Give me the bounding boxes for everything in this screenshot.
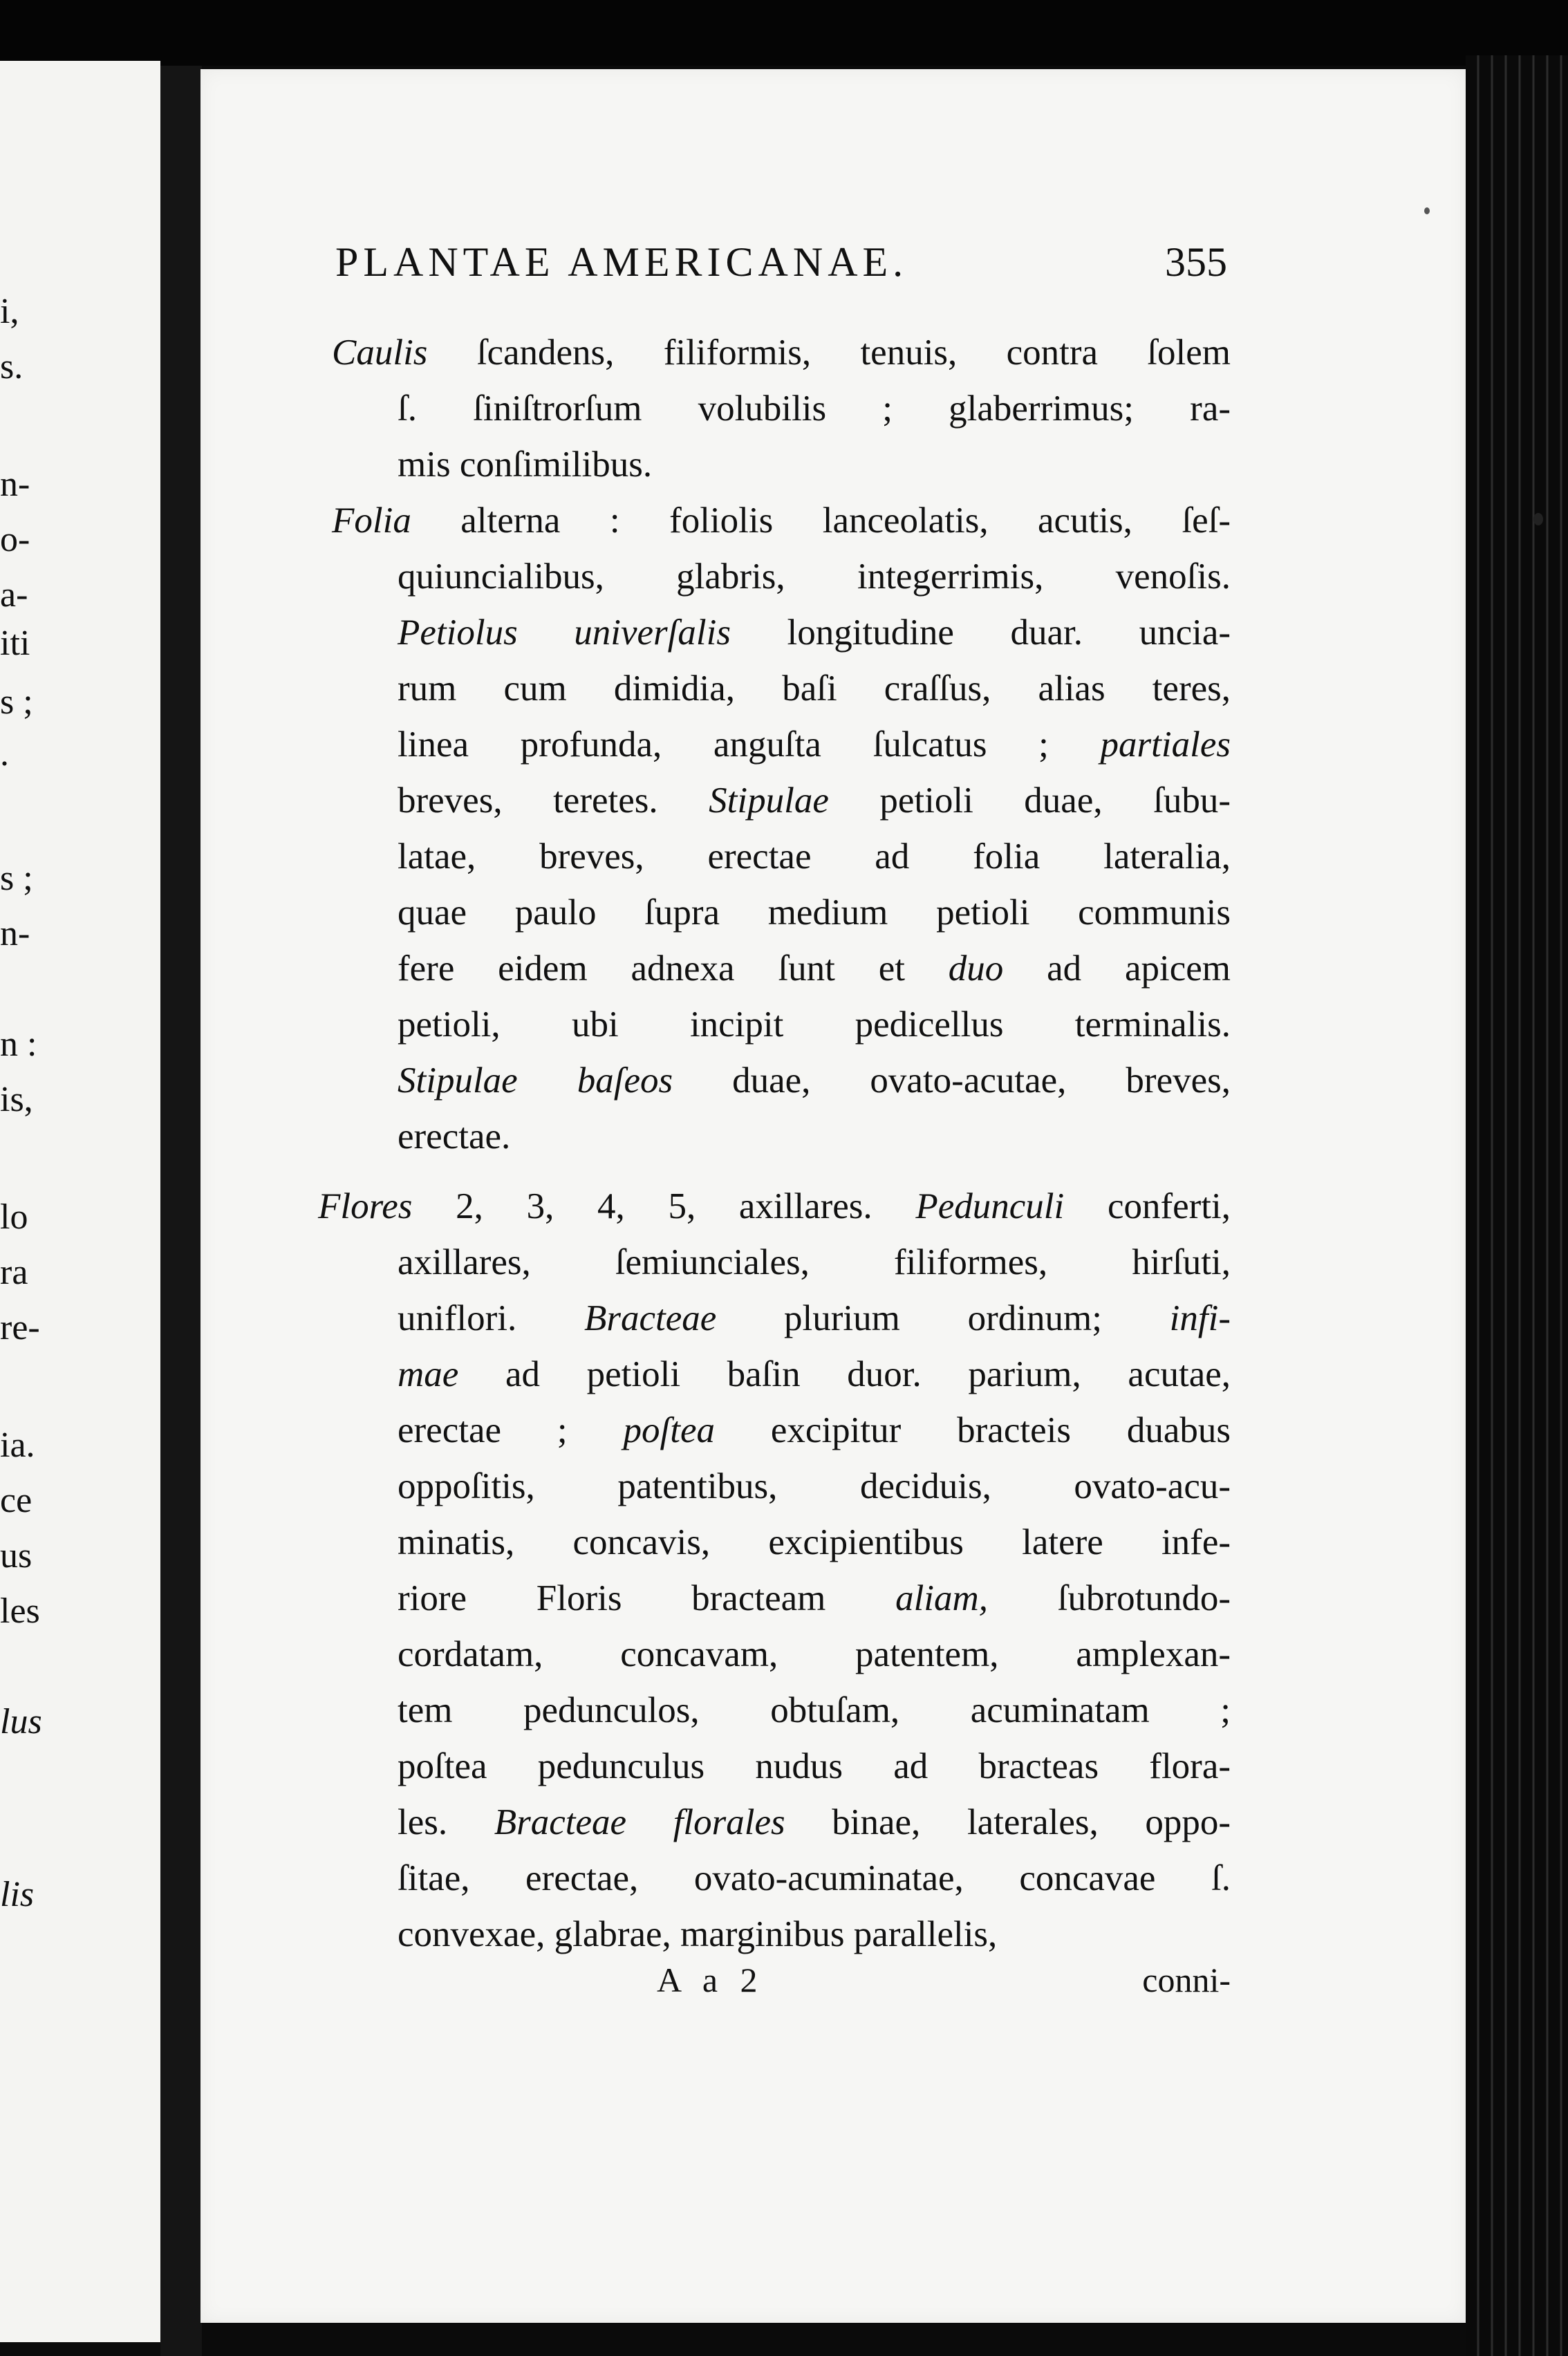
prev-page-fragment: n- [0,465,30,504]
text-line [332,605,1231,661]
italic-term: duo [948,948,1004,989]
italic-term: Folia [332,501,411,541]
text-run: 2, 3, 4, 5, axillares. [412,1186,916,1226]
text-line [332,1235,1231,1291]
prev-page-fragment: lo [0,1197,28,1237]
italic-term: partiales [1100,724,1231,765]
text-run: minatis, concavis, excipientibus latere infe- [398,1522,1231,1562]
text-run: breves, teretes. [398,780,709,821]
prev-page-fragment: o- [0,520,30,559]
italic-term: Stipulae baſeos [398,1060,673,1101]
italic-term: Caulis [332,333,428,373]
text-run: binae, laterales, oppo- [785,1802,1231,1842]
text-run: ad petioli baſin duor. parium, acutae, [458,1354,1231,1394]
ink-speck [1533,513,1543,525]
prev-page-fragment: s. [0,347,24,386]
italic-term: aliam, [895,1578,989,1618]
signature-mark: A a 2 [657,1961,765,1999]
italic-term: Flores [318,1186,413,1226]
prev-page-fragment: ra [0,1253,28,1292]
text-run: quiuncialibus, glabris, integerrimis, venoſis. [398,557,1231,597]
prev-page-fragment: iti [0,624,30,663]
italic-term: Pedunculi [915,1186,1065,1226]
prev-page-fragment: a- [0,575,28,615]
italic-term: Bracteae [584,1298,717,1338]
prev-page-fragment: s ; [0,859,33,898]
text-run: ad apicem [1003,948,1231,989]
text-line [332,1683,1231,1739]
text-line [332,1795,1231,1851]
text-line [332,1907,1231,1963]
text-run: ſitae, erectae, ovato-acuminatae, concavae ſ. [398,1858,1231,1898]
text-run: riore Floris bracteam [398,1578,896,1618]
book-gutter [160,66,202,2356]
prev-page-fragment: i, [0,292,19,331]
text-line [332,381,1231,437]
prev-page-fragment: re- [0,1308,40,1347]
text-run: excipitur bracteis duabus [715,1410,1231,1450]
text-run: les. [398,1802,494,1842]
prev-page-fragment: lus [0,1702,42,1741]
text-run: conferti, [1064,1186,1231,1226]
text-run: ſ. ſiniſtrorſum volubilis ; glaberrimus; ra- [398,389,1231,429]
text-run: rum cum dimidia, baſi craſſus, alias teres, [398,669,1231,709]
text-run: petioli, ubi incipit pedicellus terminalis. [398,1004,1231,1045]
previous-page-edge [0,61,160,2342]
text-line [332,1459,1231,1515]
text-line [332,1053,1231,1109]
text-run: fere eidem adnexa ſunt et [398,948,949,989]
text-line [332,1627,1231,1683]
text-run: ſubrotundo- [988,1578,1231,1618]
text-run: poſtea pedunculus nudus ad bracteas flora- [398,1746,1231,1786]
text-run: duae, ovato-acutae, breves, [673,1060,1231,1101]
text-line [332,997,1231,1053]
prev-page-fragment: . [0,734,9,774]
text-run: convexae, glabrae, marginibus parallelis, [398,1914,998,1954]
text-line [332,829,1231,885]
text-run: longitudine duar. uncia- [730,613,1231,653]
prev-page-fragment: les [0,1591,40,1631]
text-line [332,1739,1231,1795]
text-run: quae paulo ſupra medium petioli communis [398,892,1231,933]
text-run: ſcandens, filiformis, tenuis, contra ſolem [427,333,1231,373]
text-run: petioli duae, ſubu- [828,780,1231,821]
text-line [332,773,1231,829]
text-line [318,1179,1231,1235]
text-line [332,1291,1231,1347]
prev-page-fragment: s ; [0,682,33,722]
text-line [332,941,1231,997]
text-line [332,1403,1231,1459]
text-run: axillares, ſemiunciales, filiformes, hirſuti, [398,1242,1231,1282]
italic-term: Stipulae [709,780,829,821]
text-line [332,885,1231,941]
italic-term: poſtea [623,1410,715,1450]
italic-term: mae [398,1354,459,1394]
text-run: latae, breves, erectae ad folia lateralia, [398,836,1231,877]
page-number: 355 [1165,239,1227,285]
text-line [332,1515,1231,1571]
text-run: erectae. [398,1116,511,1157]
text-line [332,1571,1231,1627]
prev-page-fragment: n- [0,914,30,953]
ink-speck [1424,207,1430,214]
italic-term: Petiolus univerſalis [398,613,731,653]
text-run: linea profunda, anguſta ſulcatus ; [398,724,1101,765]
text-line [332,717,1231,773]
text-line [332,1851,1231,1907]
text-line [332,437,1231,493]
text-run: mis conſimilibus. [398,445,653,485]
italic-term: Bracteae florales [494,1802,785,1842]
prev-page-fragment: ia. [0,1425,35,1465]
page-footer [332,1960,1231,2015]
prev-page-fragment: ce [0,1481,32,1520]
body-text [318,325,1231,1963]
text-run: erectae ; [398,1410,624,1450]
prev-page-fragment: is, [0,1080,33,1119]
text-line [332,325,1231,381]
text-line [332,1347,1231,1403]
scan-top-border [0,0,1568,66]
text-run: alterna : foliolis lanceolatis, acutis, ſeſ- [411,501,1231,541]
italic-term: infi- [1169,1298,1231,1338]
text-line [332,493,1231,549]
text-line [332,1109,1231,1165]
running-head [335,239,1227,294]
text-run: oppoſitis, patentibus, deciduis, ovato-acu- [398,1466,1231,1506]
running-title: PLANTAE AMERICANAE. [335,239,908,285]
text-line [332,549,1231,605]
text-run: cordatam, concavam, patentem, amplexan- [398,1634,1231,1674]
prev-page-fragment: n : [0,1025,37,1064]
catchword: conni- [1142,1961,1231,1999]
page-edges [1466,55,1568,2356]
text-line [332,661,1231,717]
text-run: tem pedunculos, obtuſam, acuminatam ; [398,1690,1231,1730]
text-run: plurium ordinum; [716,1298,1170,1338]
prev-page-fragment: us [0,1536,32,1576]
prev-page-fragment: lis [0,1875,35,1914]
text-run: uniflori. [398,1298,584,1338]
